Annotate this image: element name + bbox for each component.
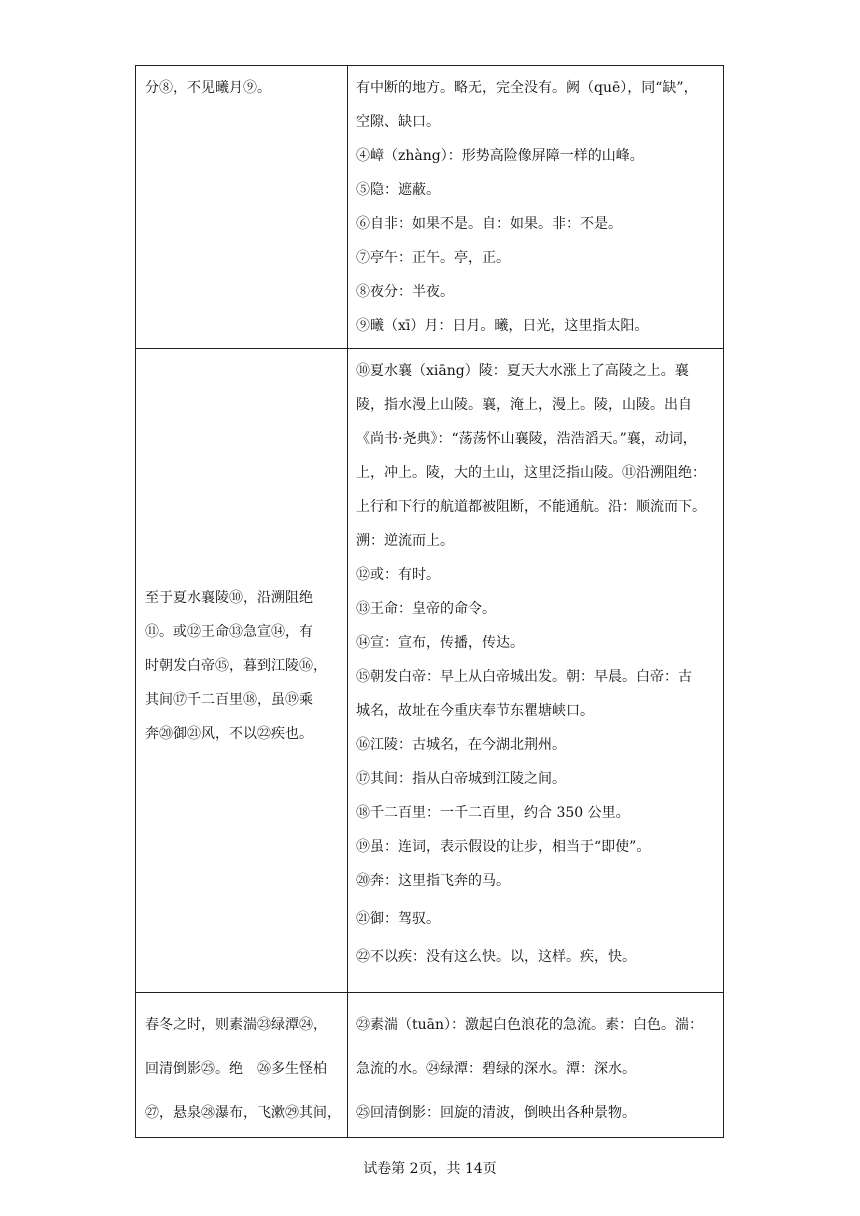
original-text-line: 时朝发白帝⑮，暮到江陵⑯，	[145, 658, 327, 674]
annotation-cell	[356, 1003, 716, 1135]
original-text-cell	[145, 1003, 340, 1135]
annotation-line: ⑤隐：遮蔽。	[356, 182, 440, 198]
annotation-line: 溯：逆流而上。	[356, 533, 454, 549]
original-text-line: 分⑧，不见曦月⑨。	[145, 80, 271, 96]
annotation-line: ㉒不以疾：没有这么快。以，这样。疾，快。	[356, 949, 636, 965]
original-text-line: 春冬之时，则素湍㉓绿潭㉔，	[145, 1017, 327, 1033]
annotation-line: 空隙、缺口。	[356, 114, 440, 130]
annotation-table	[135, 65, 724, 1138]
annotation-line: 急流的水。㉔绿潭：碧绿的深水。潭：深水。	[356, 1061, 636, 1077]
annotation-line: ⑥自非：如果不是。自：如果。非：不是。	[356, 216, 622, 232]
table-row	[136, 66, 723, 348]
annotation-line: ⑫或：有时。	[356, 567, 440, 583]
annotation-line: ⑧夜分：半夜。	[356, 284, 454, 300]
annotation-line: ⑳奔：这里指飞奔的马。	[356, 873, 510, 889]
annotation-line: 上行和下行的航道都被阻断，不能通航。沿：顺流而下。	[356, 499, 706, 515]
original-text-cell	[145, 71, 340, 105]
annotation-line: ⑦亭午：正午。亭，正。	[356, 250, 510, 266]
annotation-line: ㉑御：驾驭。	[356, 911, 440, 927]
annotation-line: ㉕回清倒影：回旋的清波，倒映出各种景物。	[356, 1105, 636, 1121]
original-text-line: 回清倒影㉕。绝 ㉖多生怪柏	[145, 1061, 327, 1077]
original-text-line: ㉗，悬泉㉘瀑布，飞漱㉙其间，	[145, 1105, 341, 1121]
annotation-line: ⑩夏水襄（xiāng）陵：夏天大水涨上了高陵之上。襄	[356, 363, 689, 379]
annotation-line: ⑰其间：指从白帝城到江陵之间。	[356, 771, 566, 787]
annotation-line: ⑯江陵：古城名，在今湖北荆州。	[356, 737, 566, 753]
annotation-cell	[356, 354, 716, 974]
annotation-line: 城名，故址在今重庆奉节东瞿塘峡口。	[356, 703, 594, 719]
annotation-line: 《尚书·尧典》：“荡荡怀山襄陵，浩浩滔天。”襄，动词，	[356, 431, 697, 447]
annotation-line: 陵，指水漫上山陵。襄，淹上，漫上。陵，山陵。出自	[356, 397, 692, 413]
annotation-line: ⑨曦（xī）月：日月。曦，日光，这里指太阳。	[356, 318, 649, 334]
original-text-line: 其间⑰千二百里⑱，虽⑲乘	[145, 692, 313, 708]
original-text-line: ⑪。或⑫王命⑬急宣⑭，有	[145, 624, 313, 640]
annotation-line: 有中断的地方。略无，完全没有。阙（quē），同“缺”，	[356, 80, 698, 96]
annotation-line: ⑭宣：宣布，传播，传达。	[356, 635, 524, 651]
annotation-line: 上，冲上。陵，大的土山，这里泛指山陵。⑪沿溯阻绝：	[356, 465, 706, 481]
annotation-line: ⑮朝发白帝：早上从白帝城出发。朝：早晨。白帝：古	[356, 669, 692, 685]
original-text-cell	[145, 581, 340, 751]
annotation-line: ⑱千二百里：一千二百里，约合 350 公里。	[356, 805, 630, 821]
table-row	[136, 348, 723, 992]
original-text-line: 奔⑳御㉑风，不以㉒疾也。	[145, 726, 313, 742]
annotation-line: ④嶂（zhàng）：形势高险像屏障一样的山峰。	[356, 148, 644, 164]
annotation-line: ⑬王命：皇帝的命令。	[356, 601, 496, 617]
original-text-line: 至于夏水襄陵⑩，沿溯阻绝	[145, 590, 313, 606]
annotation-line: ㉓素湍（tuān）：激起白色浪花的急流。素：白色。湍：	[356, 1017, 704, 1033]
table-row	[136, 992, 723, 1137]
page-footer: 试卷第 2页，共 14页	[363, 1161, 497, 1177]
annotation-cell	[356, 71, 716, 343]
annotation-line: ⑲虽：连词，表示假设的让步，相当于“即使”。	[356, 839, 651, 855]
